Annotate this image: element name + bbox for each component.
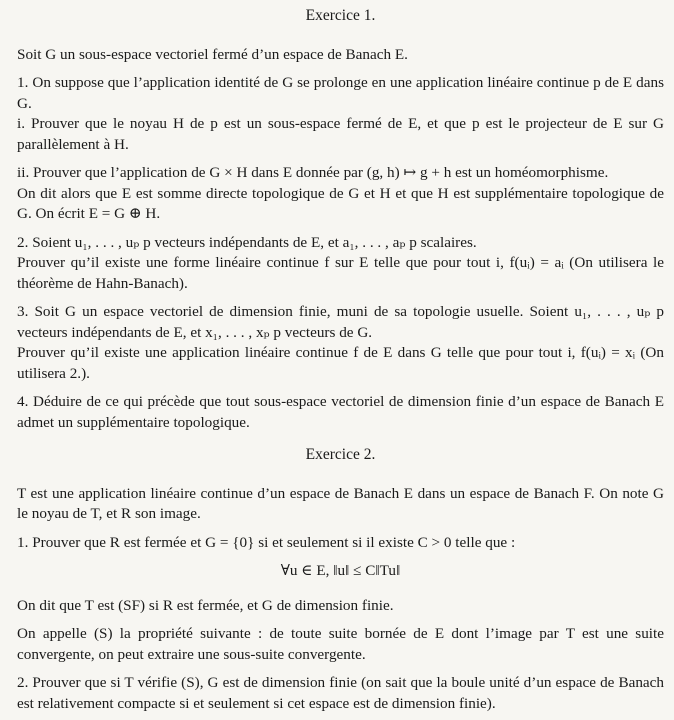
exercise1-question-2-body: Prouver qu’il existe une forme linéaire continue f sur E telle que pour tout i, f(uᵢ) = aᵢ (On utilisera le théorème de Hahn-Banach). [17, 254, 664, 292]
exercise2-question-2: 2. Prouver que si T vérifie (S), G est de dimension finie (on sait que la boule unité d’un espace de Banach est relativement compacte si et seulement si cet espace est de dimension finie). [17, 674, 664, 712]
exercise2-definition-s: On appelle (S) la propriété suivante : de toute suite bornée de E dont l’image par T est une suite convergente, on peut extraire une sous-suite convergente. [17, 625, 664, 663]
exercise1-question-1ii: ii. Prouver que l’application de G × H dans E donnée par (g, h) ↦ g + h est un homéomorphisme. [17, 164, 609, 181]
exercise1-question-3: 3. Soit G un espace vectoriel de dimension finie, muni de sa topologie usuelle. Soient u₁, . . . , uₚ p vecteurs indépendants de E, et x₁, . . . , xₚ p vecteurs de G. [17, 303, 664, 341]
exercise1-question-4: 4. Déduire de ce qui précède que tout sous-espace vectoriel de dimension finie d’un espace de Banach E admet un supplémentaire topologique. [17, 393, 664, 431]
exercise1-question-1i: i. Prouver que le noyau H de p est un sous-espace fermé de E, et que p est le projecteur de E sur G parallèlement à H. [17, 115, 664, 153]
exercise2-definition-sf: On dit que T est (SF) si R est fermée, et G de dimension finie. [17, 596, 394, 614]
exercise2-question-1: 1. Prouver que R est fermée et G = {0} si et seulement si il existe C > 0 telle que : [17, 533, 516, 551]
exercise1-title: Exercice 1. [305, 7, 376, 24]
exercise2-intro: T est une application linéaire continue d’un espace de Banach E dans un espace de Banach F. On note G le noyau de T, et R son image. [17, 484, 664, 522]
exercise2-formula: ∀u ∈ E, ‖u‖ ≤ C‖Tu‖ [280, 562, 401, 579]
exercise1-question-1: 1. On suppose que l’application identité de G se prolonge en une application linéaire continue p de E dans G. [17, 74, 664, 112]
exercise2-title: Exercice 2. [305, 446, 376, 463]
exercise1-question-1ii-remark: On dit alors que E est somme directe topologique de G et H et que H est supplémentaire topologique de G. On écrit E = G ⊕ H. [17, 184, 664, 222]
exercise1-intro: Soit G un sous-espace vectoriel fermé d’un espace de Banach E. [17, 45, 408, 63]
exercise1-question-2: 2. Soient u₁, . . . , uₚ p vecteurs indépendants de E, et a₁, . . . , aₚ p scalaires. [17, 233, 477, 251]
exercise1-question-3-body: Prouver qu’il existe une application linéaire continue f de E dans G telle que pour tout i, f(uᵢ) = xᵢ (On utilisera 2.). [17, 344, 664, 382]
